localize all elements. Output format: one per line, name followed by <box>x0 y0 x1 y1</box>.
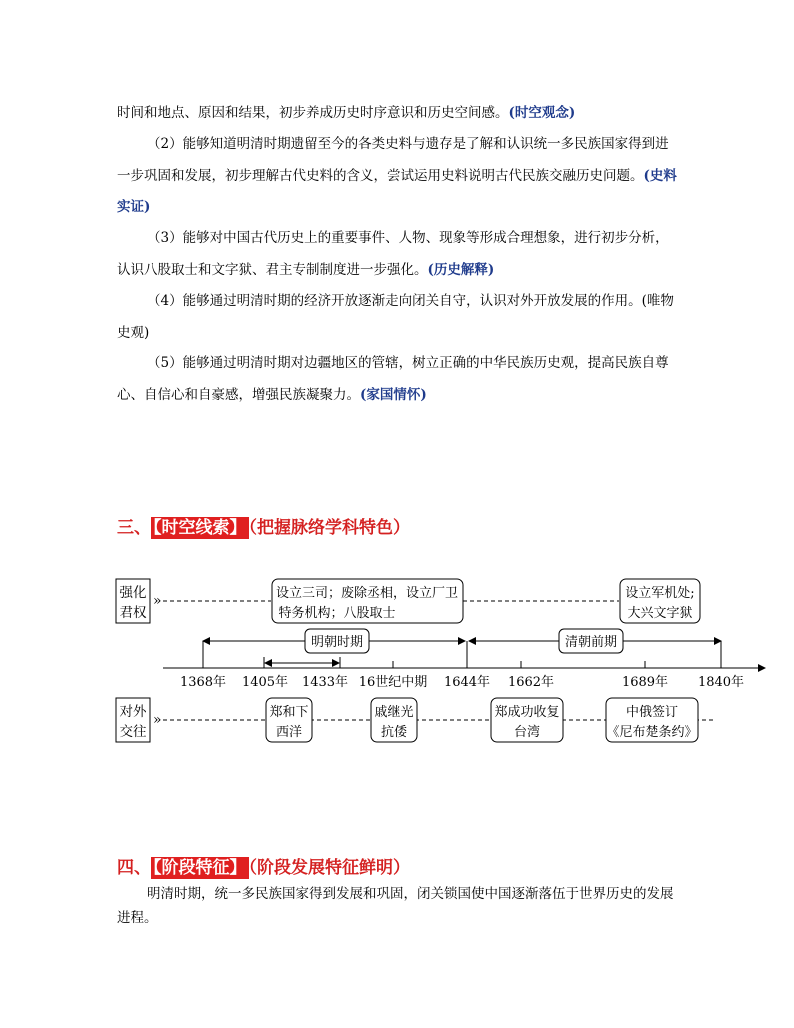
section-3-heading <box>117 515 410 541</box>
row1-event-ming-line2: 特务机构；八股取士 <box>278 606 396 621</box>
objective-3-tag: (历史解释) <box>427 261 495 278</box>
row1-label-line2: 君权 <box>119 605 147 621</box>
section-3-subtitle: （把握脉络学科特色） <box>248 518 410 538</box>
row1-event-qing-line2: 大兴文字狱 <box>627 606 693 621</box>
timeline-diagram <box>113 577 773 747</box>
tick-label-16c: 16世纪中期 <box>358 675 428 690</box>
event-qijiguang-line2: 抗倭 <box>380 725 408 740</box>
objective-1-tail <box>117 98 677 130</box>
row2-label-line2: 交往 <box>119 724 147 740</box>
objective-3-text: （3）能够对中国古代历史上的重要事件、人物、现象等形成合理想象，进行初步分析，认识八股取士和文字狱、君主专制制度进一步强化。 <box>117 230 669 278</box>
objective-3 <box>117 223 677 286</box>
section-3-prefix: 三、 <box>117 518 151 538</box>
objective-5 <box>117 348 677 411</box>
objective-4-tag: (唯物史观) <box>117 293 674 341</box>
tick-label-1433: 1433年 <box>301 675 349 690</box>
row2-chevron: » <box>153 712 162 728</box>
objective-5-tag: (家国情怀) <box>360 386 427 403</box>
event-zhenghe-line2: 西洋 <box>275 725 303 740</box>
period-qing-label: 清朝前期 <box>564 635 618 650</box>
event-zhengchenggong-line2: 台湾 <box>513 725 541 740</box>
tick-label-1405: 1405年 <box>241 675 289 690</box>
objective-2-text: （2）能够知道明清时期遗留至今的各类史料与遗存是了解和认识统一多民族国家得到进一步巩固和发展，初步理解古代史料的含义，尝试运用史料说明古代民族交融历史问题。 <box>117 136 669 184</box>
event-zhenghe-line1: 郑和下 <box>269 705 309 720</box>
event-nerchinsk-line1: 中俄签订 <box>625 705 679 720</box>
objective-2 <box>117 129 677 224</box>
row1-label-line1: 强化 <box>119 585 147 601</box>
tick-label-1840: 1840年 <box>697 675 745 690</box>
row2-label-line1: 对外 <box>119 704 147 720</box>
section-3-boxed-title: 【时空线索】 <box>153 518 247 538</box>
objective-4 <box>117 286 677 349</box>
objective-1-text: 时间和地点、原因和结果，初步养成历史时序意识和历史空间感。 <box>117 105 509 121</box>
section-4-subtitle: （阶段发展特征鲜明） <box>248 858 410 878</box>
row1-event-ming-line1: 设立三司；废除丞相，设立厂卫 <box>275 586 459 601</box>
objective-1-tag: (时空观念) <box>508 105 576 121</box>
event-zhengchenggong-line1: 郑成功收复 <box>494 705 560 720</box>
event-qijiguang-line1: 戚继光 <box>374 705 414 720</box>
tick-label-1644: 1644年 <box>443 675 491 690</box>
tick-label-1662: 1662年 <box>507 675 555 690</box>
section-4-boxed-title: 【阶段特征】 <box>153 858 247 878</box>
objective-5-text: （5）能够通过明清时期对边疆地区的管辖，树立正确的中华民族历史观，提高民族自尊心、自信心和自豪感，增强民族凝聚力。 <box>117 355 669 403</box>
tick-label-1368: 1368年 <box>179 675 227 690</box>
tick-label-1689: 1689年 <box>621 675 669 690</box>
row1-chevron: » <box>153 593 162 609</box>
event-nerchinsk-line2: 《尼布楚条约》 <box>606 725 698 740</box>
section-4-prefix: 四、 <box>117 858 151 878</box>
stage-characteristics-text: 明清时期，统一多民族国家得到发展和巩固，闭关锁国使中国逐渐落伍于世界历史的发展进程。 <box>117 886 674 926</box>
row1-event-qing-line1: 设立军机处; <box>625 586 695 601</box>
period-ming-label: 明朝时期 <box>310 635 364 650</box>
objective-2-tag: (史料实证) <box>117 167 677 215</box>
objective-4-text: （4）能够通过明清时期的经济开放逐渐走向闭关自守，认识对外开放发展的作用。 <box>147 293 642 309</box>
section-4-heading <box>117 855 410 881</box>
